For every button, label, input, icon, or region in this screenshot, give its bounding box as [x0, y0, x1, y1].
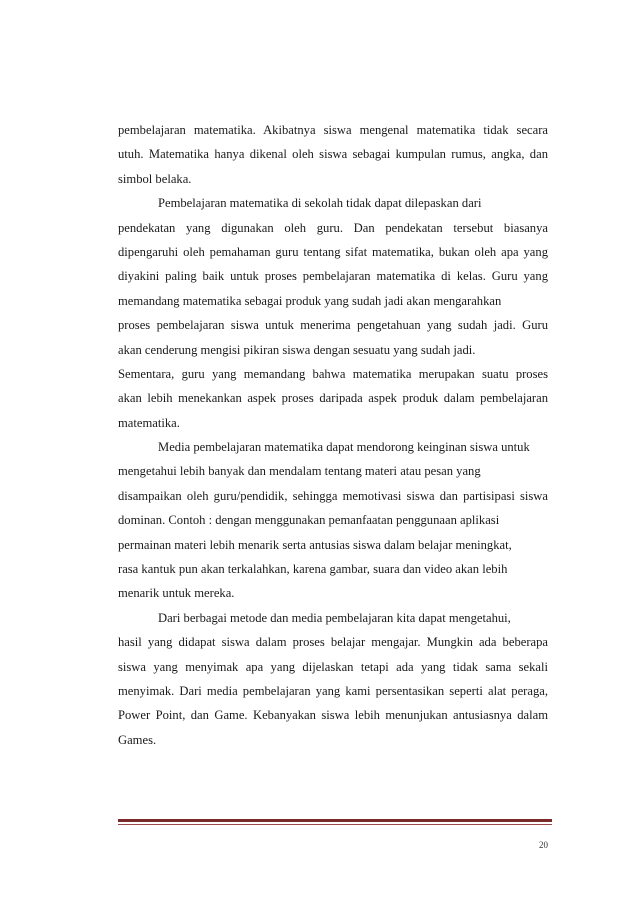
text-line: hasil yang didapat siswa dalam proses belajar mengajar. Mungkin ada beberapa — [118, 635, 548, 650]
text-line: utuh. Matematika hanya dikenal oleh siswa sebagai kumpulan rumus, angka, dan — [118, 147, 548, 162]
text-line: menarik untuk mereka. — [118, 586, 235, 601]
text-line: siswa yang menyimak apa yang dijelaskan tetapi ada yang tidak sama sekali — [118, 659, 548, 674]
text-line: Media pembelajaran matematika dapat mendorong keinginan siswa untuk — [158, 440, 530, 455]
text-line: akan cenderung mengisi pikiran siswa dengan sesuatu yang sudah jadi. — [118, 342, 476, 357]
text-line: disampaikan oleh guru/pendidik, sehingga memotivasi siswa dan partisipasi siswa — [118, 488, 548, 503]
text-line: Pembelajaran matematika di sekolah tidak dapat dilepaskan dari — [158, 196, 482, 211]
page-number: 20 — [539, 840, 548, 850]
text-line: rasa kantuk pun akan terkalahkan, karena gambar, suara dan video akan lebih — [118, 562, 508, 577]
body-text — [118, 118, 548, 752]
paragraph-3 — [118, 435, 548, 606]
text-line: Games. — [118, 732, 157, 747]
footer-rule-thick — [118, 819, 552, 822]
text-line: pembelajaran matematika. Akibatnya siswa mengenal matematika tidak secara — [118, 123, 548, 137]
text-line: simbol belaka. — [118, 171, 192, 186]
paragraph-2 — [118, 191, 548, 435]
text-line: memandang matematika sebagai produk yang sudah jadi akan mengarahkan — [118, 293, 502, 308]
footer-rule-thin — [118, 824, 552, 825]
text-line: Dari berbagai metode dan media pembelajaran kita dapat mengetahui, — [158, 610, 511, 625]
text-line: Power Point, dan Game. Kebanyakan siswa lebih menunjukan antusiasnya dalam — [118, 708, 548, 723]
paragraph-4 — [118, 606, 548, 752]
text-line: proses pembelajaran siswa untuk menerima pengetahuan yang sudah jadi. Guru — [118, 318, 548, 333]
text-line: akan lebih menekankan aspek proses daripada aspek produk dalam pembelajaran — [118, 391, 548, 406]
text-line: mengetahui lebih banyak dan mendalam tentang materi atau pesan yang — [118, 464, 481, 479]
text-line: pendekatan yang digunakan oleh guru. Dan pendekatan tersebut biasanya — [118, 220, 548, 235]
text-line: menyimak. Dari media pembelajaran yang kami persentasikan seperti alat peraga, — [118, 683, 548, 698]
paragraph-1 — [118, 118, 548, 191]
text-line: diyakini paling baik untuk proses pembelajaran matematika di kelas. Guru yang — [118, 269, 548, 284]
text-line: matematika. — [118, 415, 180, 430]
text-line: dominan. Contoh : dengan menggunakan pemanfaatan penggunaan aplikasi — [118, 513, 500, 528]
text-line: dipengaruhi oleh pemahaman guru tentang sifat matematika, bukan oleh apa yang — [118, 244, 548, 259]
text-line: Sementara, guru yang memandang bahwa matematika merupakan suatu proses — [118, 366, 548, 381]
text-line: permainan materi lebih menarik serta antusias siswa dalam belajar meningkat, — [118, 537, 512, 552]
